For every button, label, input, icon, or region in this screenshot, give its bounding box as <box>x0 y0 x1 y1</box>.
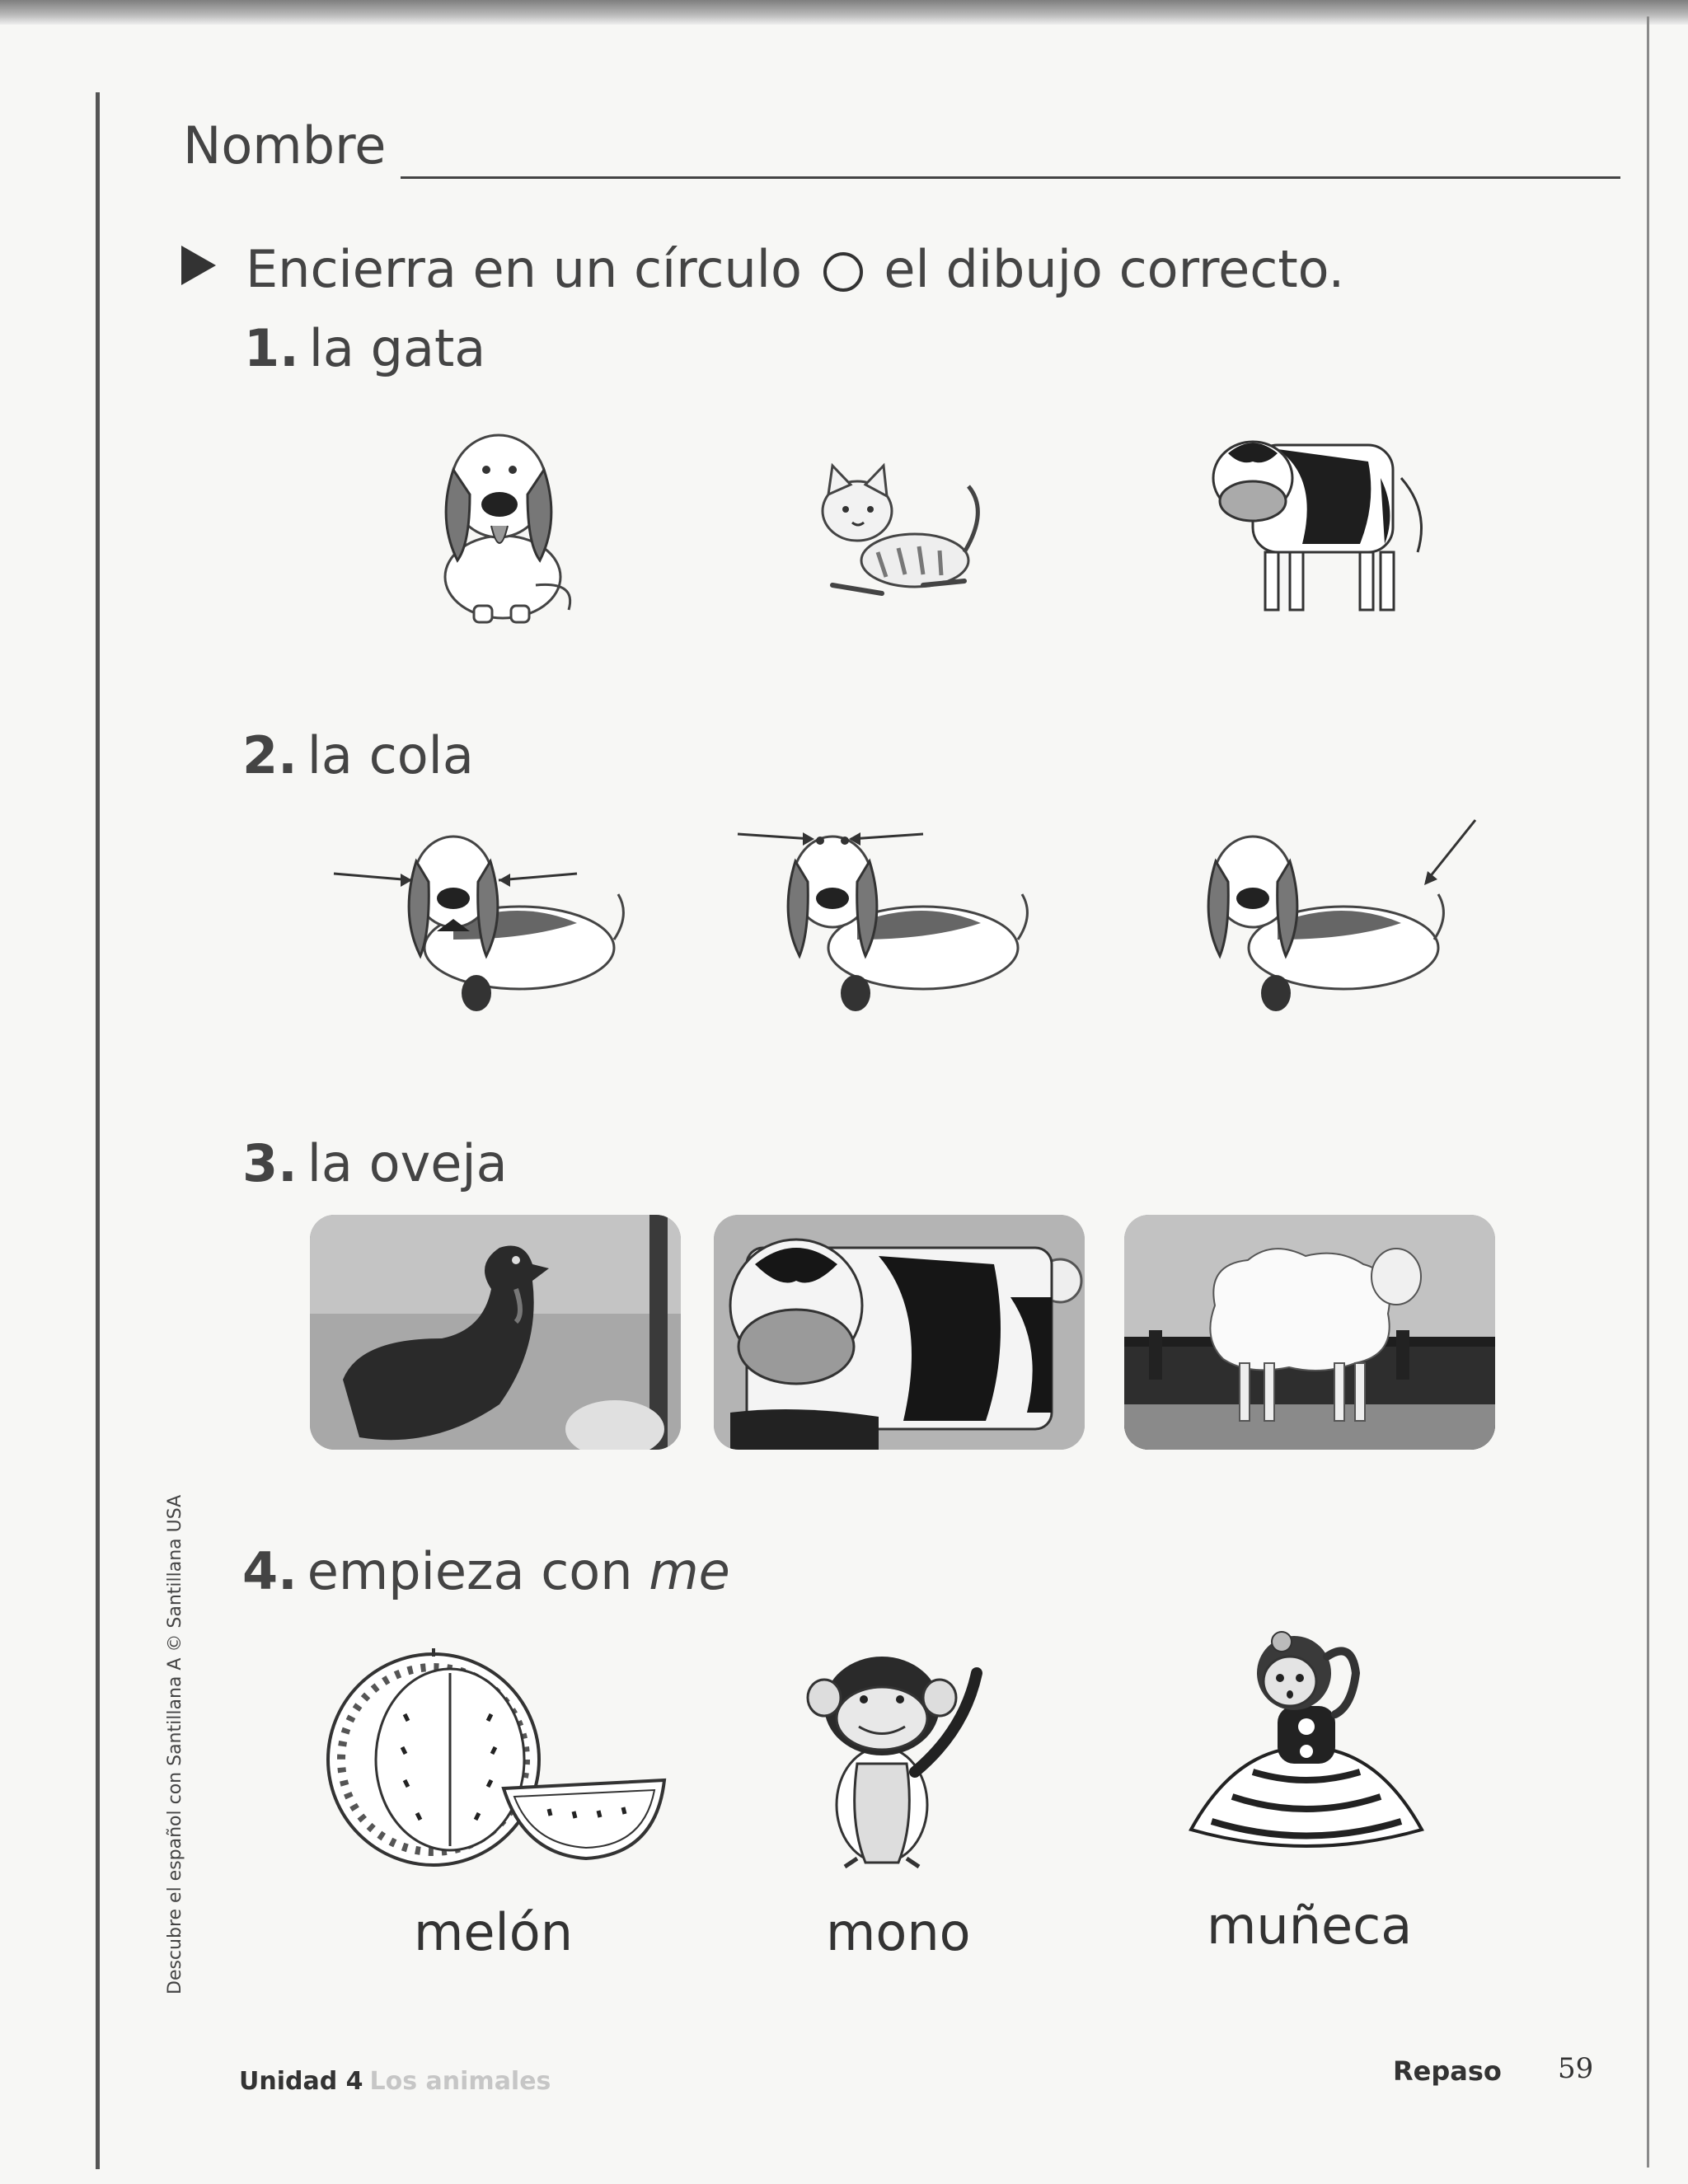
question-2-label <box>242 725 474 785</box>
footer-unit-title: Los animales <box>369 2067 551 2096</box>
question-text: empieza con <box>307 1541 633 1601</box>
instruction-before: Encierra en un círculo <box>246 239 802 299</box>
dog-arrow-tail-picture[interactable] <box>1187 816 1492 1022</box>
cat-picture[interactable] <box>799 462 989 610</box>
question-number: 3. <box>242 1133 298 1193</box>
instruction <box>246 239 1344 299</box>
name-write-line[interactable] <box>401 176 1620 179</box>
instruction-after: el dibujo correcto. <box>884 239 1345 299</box>
circle-icon <box>823 252 863 292</box>
name-label: Nombre <box>183 115 387 176</box>
page-number: 59 <box>1558 2052 1594 2085</box>
question-text: la gata <box>308 318 486 378</box>
sheep-photo[interactable] <box>1124 1215 1495 1450</box>
hen-photo[interactable] <box>310 1215 681 1450</box>
cow-illustration <box>714 1215 1085 1450</box>
question-4-label <box>242 1541 730 1601</box>
dog-arrows-eyes-picture[interactable] <box>734 816 1039 1022</box>
question-emphasis: me <box>649 1541 730 1601</box>
question-3-label <box>242 1133 508 1193</box>
cow-picture[interactable] <box>1195 429 1434 618</box>
word-mono: mono <box>826 1902 971 1962</box>
question-text: la oveja <box>307 1133 508 1193</box>
sheep-illustration <box>1124 1215 1495 1450</box>
scan-top-edge <box>0 0 1688 25</box>
footer-section: Repaso <box>1393 2055 1502 2087</box>
monkey-picture[interactable] <box>799 1648 1014 1871</box>
question-number: 4. <box>242 1541 298 1601</box>
question-text: la cola <box>307 725 474 785</box>
footer-unit <box>239 2067 551 2096</box>
question-number: 2. <box>242 725 298 785</box>
word-melon: melón <box>414 1902 573 1962</box>
page-right-border <box>1647 16 1649 2168</box>
dog-arrows-ears-picture[interactable] <box>330 816 635 1022</box>
page-left-border <box>96 92 100 2169</box>
cow-photo[interactable] <box>714 1215 1085 1450</box>
word-muneca: muñeca <box>1207 1896 1413 1956</box>
copyright-credit: Descubre el español con Santillana A © Santillana USA <box>165 1494 185 1994</box>
doll-picture[interactable] <box>1187 1624 1426 1871</box>
question-number: 1. <box>244 318 299 378</box>
footer-unit-label: Unidad 4 <box>239 2067 363 2096</box>
hen-illustration <box>310 1215 681 1450</box>
melon-picture[interactable] <box>326 1648 673 1871</box>
play-arrow-icon <box>181 246 216 285</box>
dog-sitting-picture[interactable] <box>412 420 585 626</box>
question-1-label <box>244 318 485 378</box>
